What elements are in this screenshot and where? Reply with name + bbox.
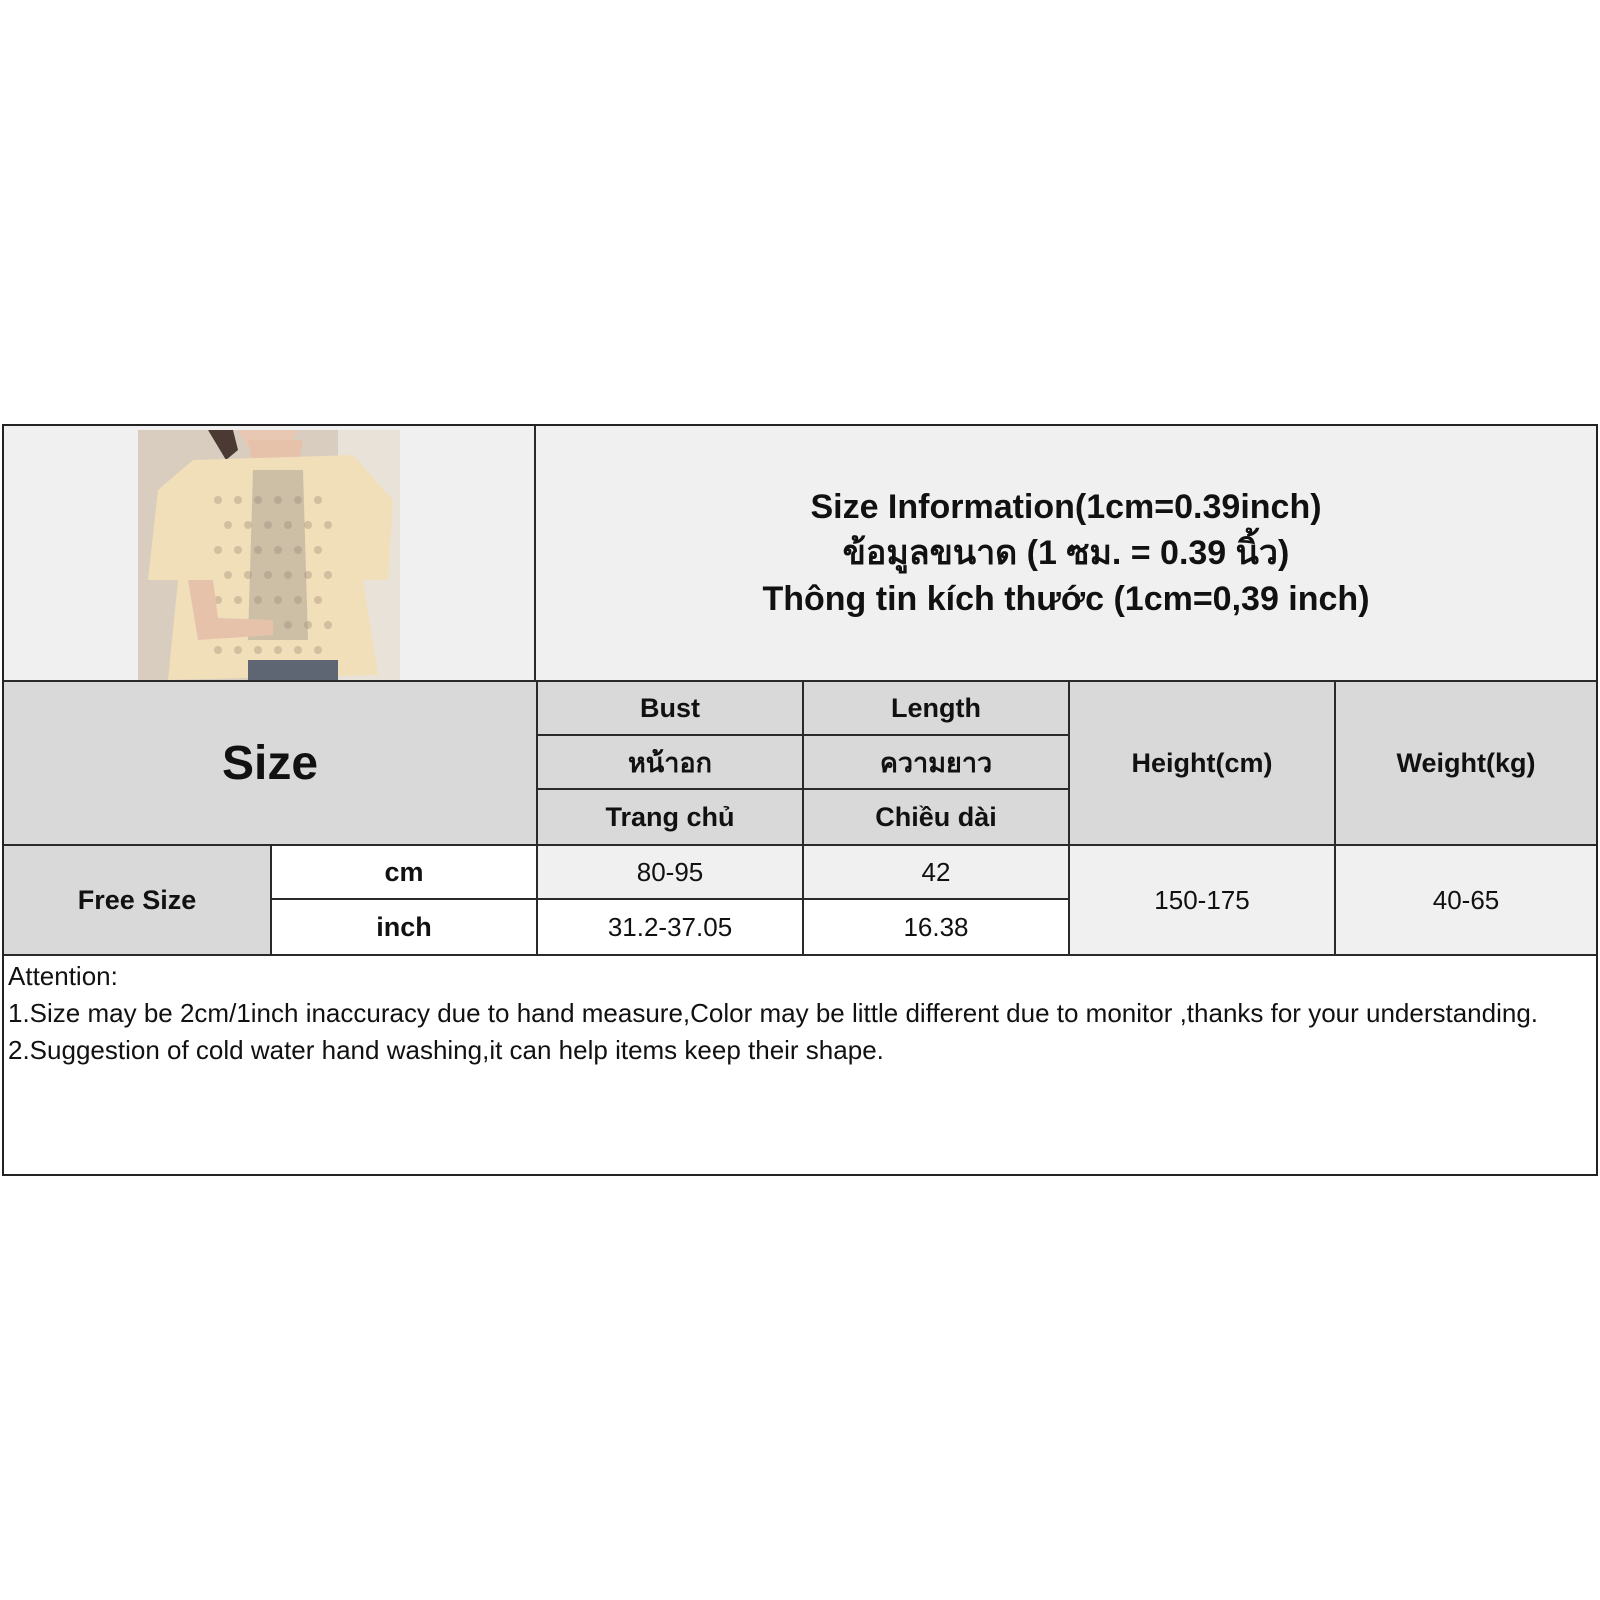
notes-item-1: 1.Size may be 2cm/1inch inaccuracy due to hand measure,Color may be little different due to monitor ,thanks for your understanding.	[8, 998, 1539, 1028]
length-inch-value: 16.38	[804, 900, 1070, 956]
weight-value: 40-65	[1336, 846, 1596, 956]
unit-cm-cell: cm	[272, 846, 538, 900]
length-header-th: ความยาว	[804, 736, 1070, 790]
height-header: Height(cm)	[1070, 682, 1336, 846]
bust-header-th: หน้าอก	[538, 736, 804, 790]
length-header-vi: Chiều dài	[804, 790, 1070, 846]
size-name-cell: Free Size	[4, 846, 272, 956]
length-header-en: Length	[804, 682, 1070, 736]
title-vietnamese: Thông tin kích thước (1cm=0,39 inch)	[762, 580, 1370, 618]
notes-heading: Attention:	[8, 961, 118, 991]
product-photo	[138, 430, 400, 680]
bust-header-vi: Trang chủ	[538, 790, 804, 846]
size-chart	[2, 424, 1598, 1176]
bust-inch-value: 31.2-37.05	[538, 900, 804, 956]
title-thai: ข้อมูลขนาด (1 ซม. = 0.39 นิ้ว)	[842, 534, 1290, 572]
attention-notes	[4, 956, 1596, 1174]
size-header	[4, 682, 538, 846]
title-english: Size Information(1cm=0.39inch)	[810, 488, 1322, 526]
bust-header-en: Bust	[538, 682, 804, 736]
unit-inch-cell: inch	[272, 900, 538, 956]
bust-cm-value: 80-95	[538, 846, 804, 900]
notes-item-2: 2.Suggestion of cold water hand washing,it can help items keep their shape.	[8, 1035, 884, 1065]
length-cm-value: 42	[804, 846, 1070, 900]
product-photo-cell	[4, 426, 536, 682]
weight-header: Weight(kg)	[1336, 682, 1596, 846]
height-value: 150-175	[1070, 846, 1336, 956]
product-photo-image	[138, 430, 400, 680]
size-header-label: Size	[221, 736, 319, 790]
size-info-title	[536, 426, 1596, 682]
